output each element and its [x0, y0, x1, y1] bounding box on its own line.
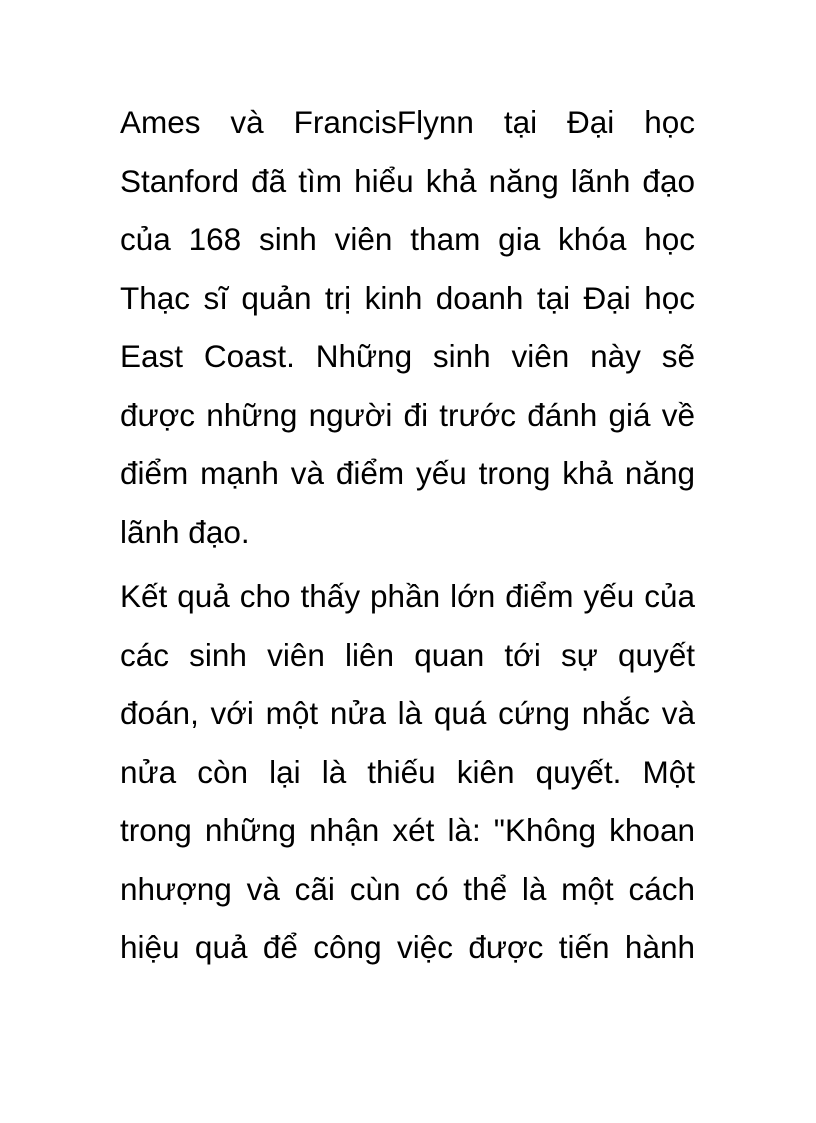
text-line: trong những nhận xét là: "Không khoan	[120, 812, 695, 848]
text-line: các sinh viên liên quan tới sự quyết	[120, 636, 695, 673]
text-line: East Coast. Những sinh viên này sẽ	[120, 338, 695, 374]
text-line: nửa còn lại là thiếu kiên quyết. Một	[120, 753, 695, 790]
text-line: Ames và FrancisFlynn tại Đại học	[120, 104, 695, 140]
text-line: lãnh đạo.	[120, 513, 250, 550]
text-line: điểm mạnh và điểm yếu trong khả năng	[120, 455, 695, 491]
text-line: Thạc sĩ quản trị kinh doanh tại Đại học	[120, 279, 695, 316]
paragraph-2	[120, 567, 695, 977]
text-line: được những người đi trước đánh giá về	[120, 396, 695, 433]
body-text	[120, 93, 695, 977]
text-line: đoán, với một nửa là quá cứng nhắc và	[120, 695, 695, 731]
text-line: Kết quả cho thấy phần lớn điểm yếu của	[120, 578, 695, 614]
text-line: của 168 sinh viên tham gia khóa học	[120, 221, 695, 257]
text-line: hiệu quả để công việc được tiến hành	[120, 929, 695, 965]
paragraph-1	[120, 93, 695, 561]
text-line: nhượng và cãi cùn có thể là một cách	[120, 870, 695, 907]
text-line: Stanford đã tìm hiểu khả năng lãnh đạo	[120, 162, 695, 199]
